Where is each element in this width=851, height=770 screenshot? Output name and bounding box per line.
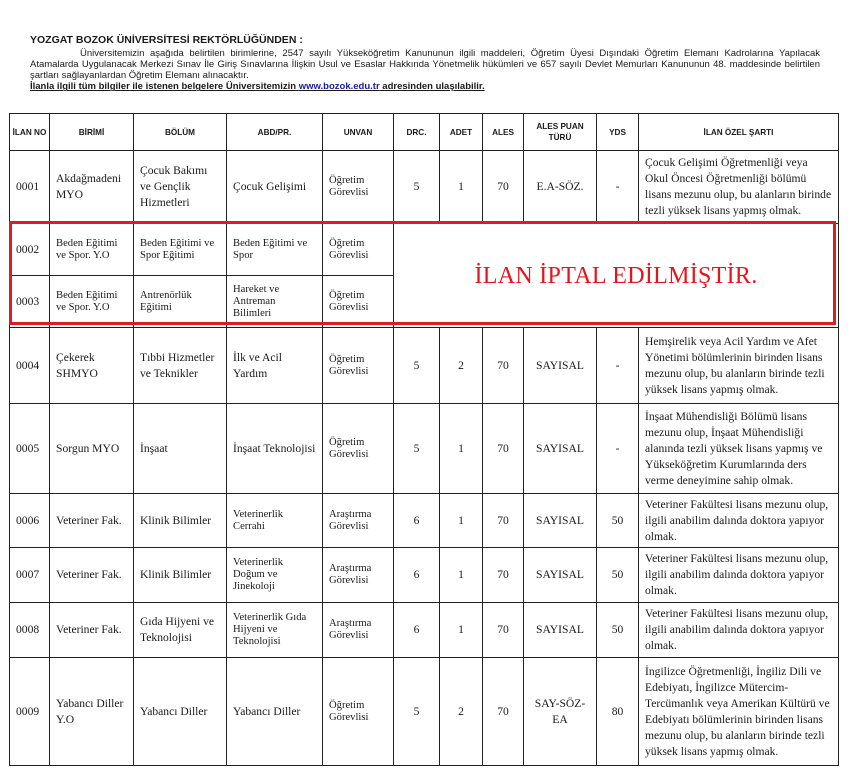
ales-cell: 70	[483, 658, 524, 766]
table-row	[10, 494, 839, 548]
yds-cell: -	[597, 328, 639, 404]
abd-cell: Çocuk Gelişimi	[227, 151, 323, 224]
table-header-row	[10, 114, 839, 151]
ales-cell: 70	[483, 494, 524, 548]
unvan-cell: Öğretim Görevlisi	[323, 328, 394, 404]
ozel-sart-cell: Çocuk Gelişimi Öğretmenliği veya Okul Öncesi Öğretmenliği bölümü lisans mezunu olup, bu alanların birinde tezli yüksek lisans yapmış olmak.	[639, 151, 839, 224]
table-row	[10, 603, 839, 658]
adet-cell: 1	[440, 494, 483, 548]
drc-cell: 5	[394, 404, 440, 494]
adet-cell: 1	[440, 603, 483, 658]
col-header-bolum: BÖLÜM	[134, 114, 227, 151]
adet-cell: 2	[440, 658, 483, 766]
abd-cell: Hareket ve Antreman Bilimleri	[227, 276, 323, 328]
yds-cell: 80	[597, 658, 639, 766]
yds-cell: -	[597, 151, 639, 224]
ilan-no-cell: 0004	[10, 328, 50, 404]
adet-cell: 1	[440, 404, 483, 494]
document-header	[30, 34, 820, 92]
ales-cell: 70	[483, 548, 524, 603]
ozel-sart-cell: Veteriner Fakültesi lisans mezunu olup, ilgili anabilim dalında doktora yapıyor olmak.	[639, 494, 839, 548]
drc-cell: 6	[394, 494, 440, 548]
bolum-cell: Gıda Hijyeni ve Teknolojisi	[134, 603, 227, 658]
birimi-cell: Veteriner Fak.	[50, 548, 134, 603]
cancelled-notice: İLAN İPTAL EDİLMİŞTİR.	[394, 224, 839, 328]
ales-cell: 70	[483, 328, 524, 404]
ilan-no-cell: 0002	[10, 224, 50, 276]
info-notice	[30, 81, 820, 92]
birimi-cell: Veteriner Fak.	[50, 494, 134, 548]
birimi-cell: Veteriner Fak.	[50, 603, 134, 658]
col-header-drc: DRC.	[394, 114, 440, 151]
unvan-cell: Öğretim Görevlisi	[323, 224, 394, 276]
unvan-cell: Araştırma Görevlisi	[323, 603, 394, 658]
table-row-cancelled	[10, 224, 839, 276]
bolum-cell: Klinik Bilimler	[134, 494, 227, 548]
ozel-sart-cell: İngilizce Öğretmenliği, İngiliz Dili ve Edebiyatı, İngilizce Mütercim-Tercümanlık veya Amerikan Kültürü ve Edebiyatı bölümlerinin birinden lisans mezunu olup, bu alanların birinde tezli yüksek lisans yapmış olmak.	[639, 658, 839, 766]
adet-cell: 2	[440, 328, 483, 404]
adet-cell: 1	[440, 548, 483, 603]
col-header-ales: ALES	[483, 114, 524, 151]
unvan-cell: Öğretim Görevlisi	[323, 404, 394, 494]
birimi-cell: Sorgun MYO	[50, 404, 134, 494]
website-link[interactable]: www.bozok.edu.tr	[298, 81, 380, 93]
col-header-ilan-no: İLAN NO	[10, 114, 50, 151]
ilan-no-cell: 0007	[10, 548, 50, 603]
drc-cell: 6	[394, 548, 440, 603]
ilan-no-cell: 0009	[10, 658, 50, 766]
col-header-yds: YDS	[597, 114, 639, 151]
ilan-no-cell: 0001	[10, 151, 50, 224]
bolum-cell: Antrenörlük Eğitimi	[134, 276, 227, 328]
bolum-cell: Beden Eğitimi ve Spor Eğitimi	[134, 224, 227, 276]
adet-cell: 1	[440, 151, 483, 224]
birimi-cell: Yabancı Diller Y.O	[50, 658, 134, 766]
abd-cell: İnşaat Teknolojisi	[227, 404, 323, 494]
intro-paragraph: Üniversitemizin aşağıda belirtilen birimlerine, 2547 sayılı Yükseköğretim Kanununun ilgili maddeleri, Öğretim Üyesi Dışındaki Öğretim Elemanı Kadrolarına Yapılacak Atamalarda Uygulanacak Merkezi Sınav İle Giriş Sınavlarına İlişkin Usul ve Esaslar Hakkında Yönetmelik hükümleri ve 657 sayılı Devlet Memurları Kanununun 48. maddesinde belirtilen şartları sağlayanlardan Öğretim Elemanı alınacaktır.	[30, 48, 820, 81]
yds-cell: -	[597, 404, 639, 494]
bolum-cell: Çocuk Bakımı ve Gençlik Hizmetleri	[134, 151, 227, 224]
birimi-cell: Çekerek SHMYO	[50, 328, 134, 404]
ilan-no-cell: 0005	[10, 404, 50, 494]
ales-puan-cell: E.A-SÖZ.	[524, 151, 597, 224]
unvan-cell: Öğretim Görevlisi	[323, 151, 394, 224]
announcement-table	[9, 113, 839, 766]
col-header-ales-puan: ALES PUAN TÜRÜ	[524, 114, 597, 151]
bolum-cell: Yabancı Diller	[134, 658, 227, 766]
drc-cell: 5	[394, 328, 440, 404]
unvan-cell: Öğretim Görevlisi	[323, 658, 394, 766]
abd-cell: Yabancı Diller	[227, 658, 323, 766]
abd-cell: Veterinerlik Cerrahi	[227, 494, 323, 548]
abd-cell: Veterinerlik Gıda Hijyeni ve Teknolojisi	[227, 603, 323, 658]
drc-cell: 5	[394, 658, 440, 766]
birimi-cell: Beden Eğitimi ve Spor. Y.O	[50, 224, 134, 276]
ales-cell: 70	[483, 151, 524, 224]
table-row	[10, 328, 839, 404]
document-title: YOZGAT BOZOK ÜNİVERSİTESİ REKTÖRLÜĞÜNDEN :	[30, 34, 303, 46]
ales-cell: 70	[483, 404, 524, 494]
abd-cell: Veterinerlik Doğum ve Jinekoloji	[227, 548, 323, 603]
yds-cell: 50	[597, 494, 639, 548]
bolum-cell: Klinik Bilimler	[134, 548, 227, 603]
table-row	[10, 404, 839, 494]
ozel-sart-cell: Veteriner Fakültesi lisans mezunu olup, ilgili anabilim dalında doktora yapıyor olmak.	[639, 548, 839, 603]
ales-puan-cell: SAYISAL	[524, 404, 597, 494]
notice-text: İlanla ilgili tüm bilgiler ile istenen belgelere Üniversitemizin	[30, 81, 299, 93]
birimi-cell: Beden Eğitimi ve Spor. Y.O	[50, 276, 134, 328]
ozel-sart-cell: Veteriner Fakültesi lisans mezunu olup, ilgili anabilim dalında doktora yapıyor olmak.	[639, 603, 839, 658]
table-row	[10, 151, 839, 224]
birimi-cell: Akdağmadeni MYO	[50, 151, 134, 224]
col-header-unvan: UNVAN	[323, 114, 394, 151]
ales-puan-cell: SAYISAL	[524, 328, 597, 404]
ilan-no-cell: 0006	[10, 494, 50, 548]
ales-cell: 70	[483, 603, 524, 658]
col-header-birimi: BİRİMİ	[50, 114, 134, 151]
ozel-sart-cell: İnşaat Mühendisliği Bölümü lisans mezunu olup, İnşaat Mühendisliği alanında tezli yüksek lisans yapmış ve Yükseköğretim Kurumlarında ders verme deneyimine sahip olmak.	[639, 404, 839, 494]
abd-cell: Beden Eğitimi ve Spor	[227, 224, 323, 276]
ilan-no-cell: 0008	[10, 603, 50, 658]
ales-puan-cell: SAYISAL	[524, 548, 597, 603]
bolum-cell: İnşaat	[134, 404, 227, 494]
unvan-cell: Öğretim Görevlisi	[323, 276, 394, 328]
abd-cell: İlk ve Acil Yardım	[227, 328, 323, 404]
ales-puan-cell: SAY-SÖZ-EA	[524, 658, 597, 766]
drc-cell: 5	[394, 151, 440, 224]
table-row	[10, 658, 839, 766]
ilan-no-cell: 0003	[10, 276, 50, 328]
bolum-cell: Tıbbi Hizmetler ve Teknikler	[134, 328, 227, 404]
yds-cell: 50	[597, 548, 639, 603]
notice-text-end: adresinden ulaşılabilir.	[379, 81, 485, 93]
drc-cell: 6	[394, 603, 440, 658]
col-header-ozel-sart: İLAN ÖZEL ŞARTI	[639, 114, 839, 151]
ales-puan-cell: SAYISAL	[524, 494, 597, 548]
col-header-adet: ADET	[440, 114, 483, 151]
col-header-abd: ABD/PR.	[227, 114, 323, 151]
table-row	[10, 548, 839, 603]
unvan-cell: Araştırma Görevlisi	[323, 494, 394, 548]
ales-puan-cell: SAYISAL	[524, 603, 597, 658]
yds-cell: 50	[597, 603, 639, 658]
unvan-cell: Araştırma Görevlisi	[323, 548, 394, 603]
ozel-sart-cell: Hemşirelik veya Acil Yardım ve Afet Yönetimi bölümlerinin birinden lisans mezunu olup, bu alanların birinde tezli yüksek lisans yapmış olmak.	[639, 328, 839, 404]
